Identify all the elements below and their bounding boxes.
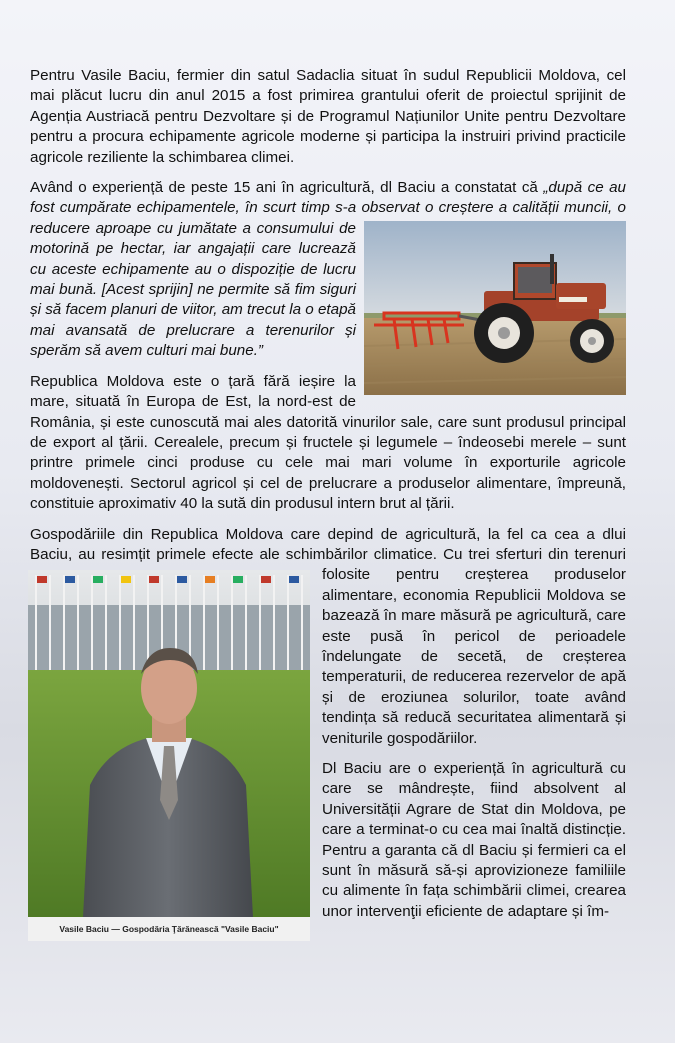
farmer-quote-end: motorină pe hectar, iar angajații care lucrează cu aceste echipamente au o dispoziție de lucru mai bună. [Acest sprijin] ne permite să fim siguri și să facem planuri de viitor, am trecut la o etapă mai avansată de prelucrare a terenurilor și sperăm să avem culturi mai bune.” bbox=[30, 240, 356, 360]
paragraph-experience bbox=[30, 178, 626, 362]
paragraph-moldova: Republica Moldova este o țară fără ieșire la mare, situată în Europa de Est, la nord-est de România, și este cunoscută mai ales datorită vinurilor sale, care sunt produsul principal de export al țării. Cerealele, precum și fructele și legumele – îndeosebi merele – sunt printre primele cinci produse cu cele mai mari volume în exporturile agricole moldovenești. Sectorul agricol și cel de prelucrare a produselor alimentare, împreună, constituie aproximativ 40 la sută din produsul intern brut al țării. bbox=[30, 372, 626, 513]
paragraph-education: Dl Baciu are o experiență în agricultură cu care se mândrește, fiind absolvent al Universității Agrare de Stat din Moldova, pe care a terminat-o cu cea mai înaltă distincție. Pentru a garanta că dl Baciu și fermieri ca el sunt în măsură să-și aprovizioneze familiile cu alimente în fața schimbării climei, crearea unor intervenţii eficiente de adaptare și îm- bbox=[322, 760, 626, 920]
article-body bbox=[30, 66, 626, 941]
paragraph-climate-rest: sferturi din terenuri folosite pentru creșterea produselor alimentare, economia Republicii Moldova se bazează în mare măsură pe agricultură, care este pusă în pericol de perioadele îndelungate de secetă, de creșterea temperaturii, de reducerea rezervelor de apă și de eroziunea solurilor, toate având tendința să reducă securitatea alimentară și veniturile gospodăriilor. bbox=[322, 545, 626, 747]
paragraph-climate-start: Gospodăriile din Republica Moldova care depind de agricultură, la fel ca cea a dlui Baciu, au resimțit primele efecte ale schimbărilor climatice. Cu trei bbox=[30, 525, 626, 563]
farmer-quote-start: „după ce au fost cumpărate echipamentele, în scurt timp s-a observat o creștere a calității muncii, o reducere aproape cu jumătate a consumului de bbox=[30, 179, 626, 237]
tractor-illustration bbox=[364, 221, 626, 395]
paragraph-intro: Pentru Vasile Baciu, fermier din satul Sadaclia situat în sudul Republicii Moldova, cel mai plăcut lucru din anul 2015 a fost primirea grantului oferit de proiectul sprijinit de Agenția Austriacă pentru Dezvoltare și de Programul Națiunilor Unite pentru Dezvoltare pentru a procura echipamente agricole moderne și participa la instruiri privind practicile agricole reziliente la schimbarea climei. bbox=[30, 67, 626, 166]
tractor-photo bbox=[364, 221, 626, 395]
portrait-illustration bbox=[28, 570, 310, 917]
portrait-caption: Vasile Baciu — Gospodăria Ţărănească "Vasile Baciu" bbox=[28, 917, 310, 941]
paragraph-experience-intro: Având o experiență de peste 15 ani în agricultură, dl Baciu a constatat că bbox=[30, 179, 544, 197]
portrait-figure bbox=[28, 570, 310, 941]
portrait-photo bbox=[28, 570, 310, 917]
